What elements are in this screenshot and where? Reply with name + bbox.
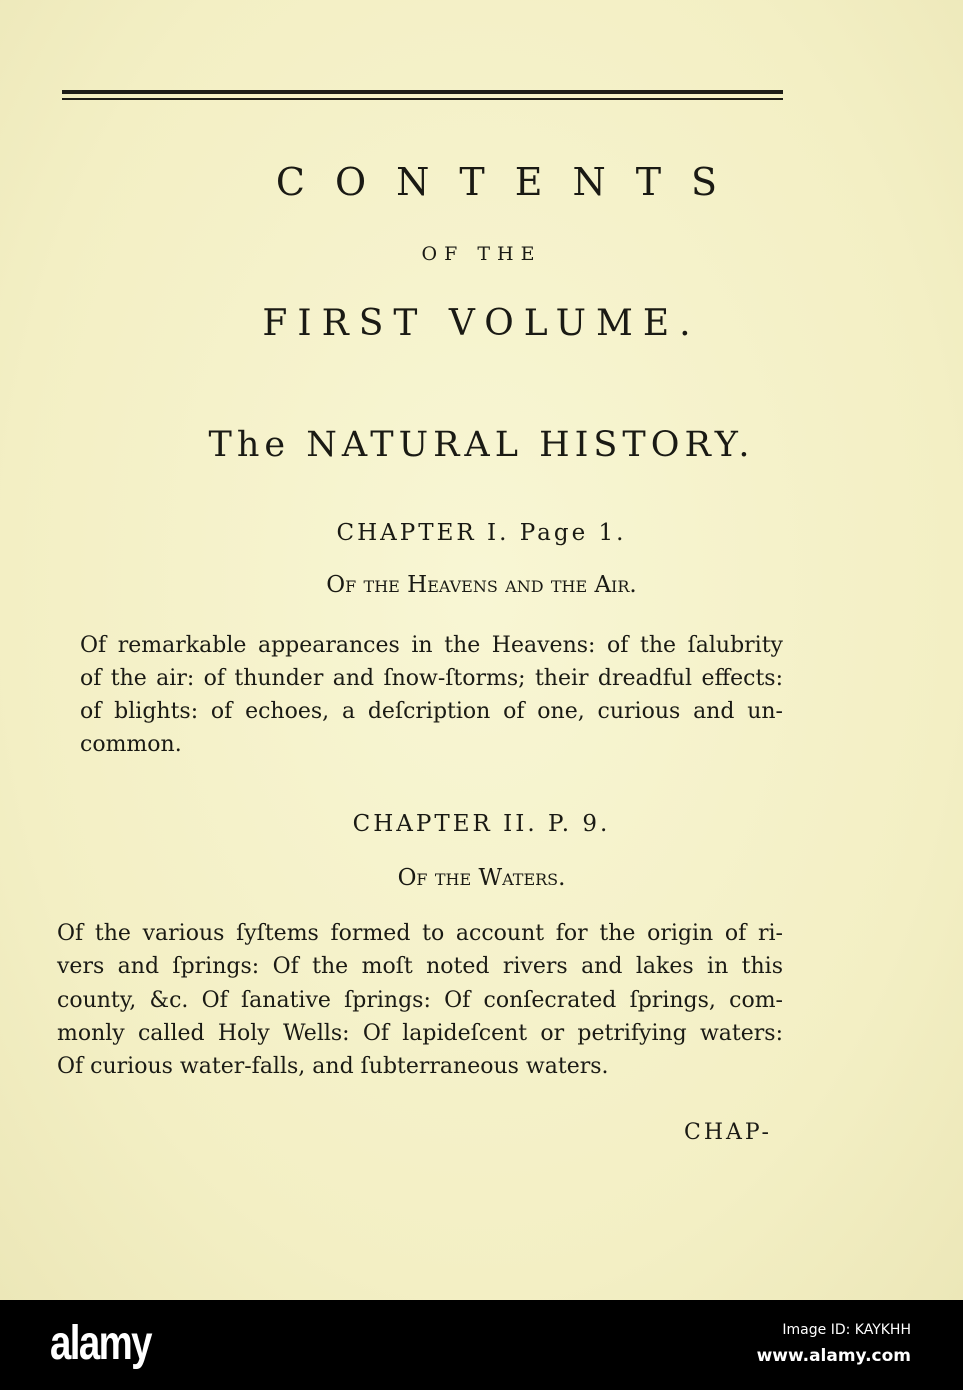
contents-title: CONTENTS <box>275 160 748 204</box>
paragraph-line: county, &c. Of ſanative ſprings: Of conſecrated ſprings, com- <box>57 988 783 1013</box>
chapter-title: Of the Waters. <box>397 865 566 891</box>
paragraph-line: vers and ſprings: Of the moſt noted rivers and lakes in this <box>57 954 783 979</box>
chapter-title: Of the Heavens and the Air. <box>326 572 637 598</box>
alamy-logo: alamy <box>50 1317 151 1370</box>
paragraph-line: Of curious water-falls, and ſubterraneous waters. <box>57 1054 609 1079</box>
watermark-url: www.alamy.com <box>756 1346 911 1366</box>
image-id: Image ID: KAYKHH <box>782 1322 911 1338</box>
volume-title: FIRST VOLUME. <box>262 303 701 344</box>
paragraph-line: of the air: of thunder and ſnow-ſtorms; their dreadful effects: <box>80 666 783 691</box>
paragraph-line: monly called Holy Wells: Of lapideſcent or petrifying waters: <box>57 1021 783 1046</box>
header-rule-thin <box>62 98 783 100</box>
section-title: The NATURAL HISTORY. <box>208 425 755 465</box>
catchword: CHAP- <box>684 1120 772 1145</box>
of-the-text: OF THE <box>421 243 542 265</box>
paragraph-line: common. <box>80 732 182 757</box>
paragraph-line: Of remarkable appearances in the Heavens: of the ſalubrity <box>80 633 783 658</box>
chapter-heading: CHAPTER II. P. 9. <box>352 811 611 837</box>
watermark-footer <box>0 1300 963 1390</box>
paragraph-line: of blights: of echoes, a deſcription of one, curious and un- <box>80 699 783 724</box>
chapter-heading: CHAPTER I. Page 1. <box>336 520 627 546</box>
header-rule <box>62 90 783 94</box>
paragraph-line: Of the various ſyſtems formed to account for the origin of ri- <box>57 921 783 946</box>
